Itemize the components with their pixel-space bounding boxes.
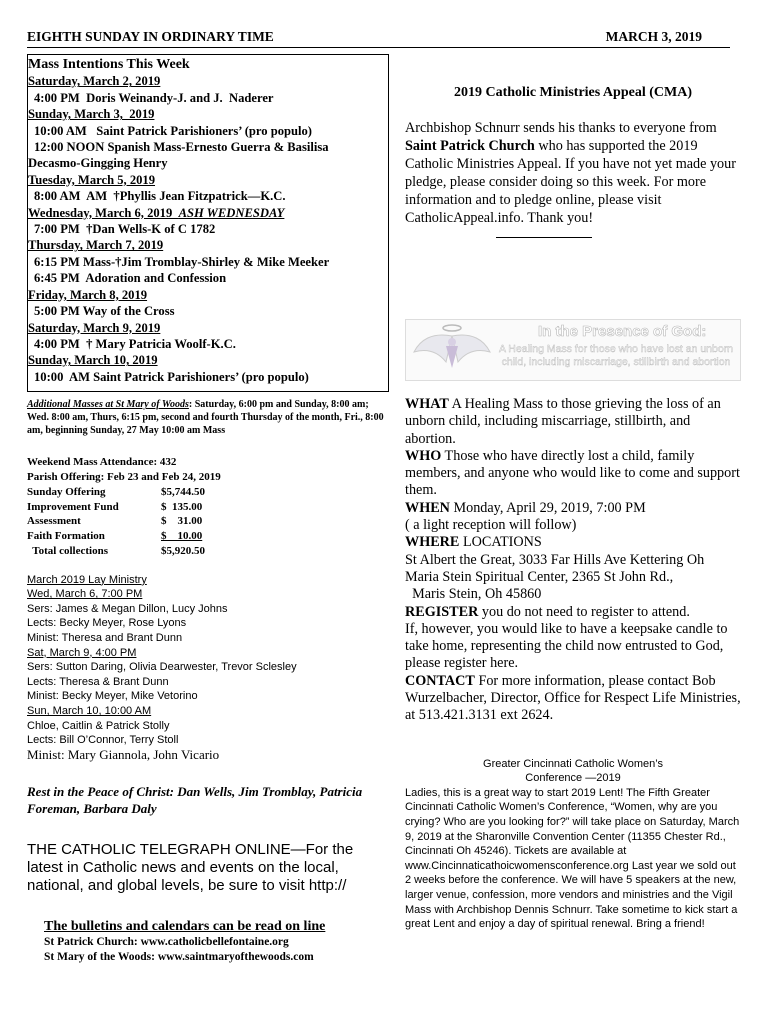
finance-label: Faith Formation (27, 530, 105, 543)
lay-assignment: Minist: Mary Giannola, John Vicario (27, 746, 220, 762)
lay-date: Sat, March 9, 4:00 PM (27, 646, 137, 659)
conference-body: Ladies, this is a great way to start 2019 Lent! The Fifth Greater Cincinnati Catholic Women’s Conference, “Women, why are you crying? Who are you looking for?” will take place on Saturday, March 9, 2019 at the Sharonville Convention Center (11355 Chester Rd., Cincinnati Oh 45246). Tickets are available at www.Cincinnaticathoicwomensconference.org Last year we sold out 2 weeks before the conference. We will have 5 speakers at the new, larger venue, confession, more vendors and ministries and the Vigil Mass with Archbishop Dennis Schnurr. Take sometime to kick start a great Lent and enjoy a day of spiritual renewal. Bring a friend! (405, 786, 740, 931)
what-text: A Healing Mass to those grieving the loss of an unborn child, including miscarriage, stillbirth, and abortion. (405, 396, 721, 447)
finance-label: Assessment (27, 515, 81, 528)
where-text: LOCATIONS (459, 534, 542, 551)
finance-report (27, 455, 389, 559)
mass-intention: 12:00 NOON Spanish Mass-Ernesto Guerra & Basilisa (34, 140, 329, 155)
mass-intention: 4:00 PM † Mary Patricia Woolf-K.C. (34, 336, 236, 351)
banner-subtitle: A Healing Mass for those who have lost an unborn child, including miscarriage, stillbirth and abortion (498, 343, 734, 368)
lay-assignment: Lects: Bill O’Connor, Terry Stoll (27, 734, 179, 747)
conference-title-1: Greater Cincinnati Catholic Women’s (483, 757, 663, 770)
banner-title: In the Presence of God: (538, 323, 707, 340)
right-column (405, 85, 741, 932)
finance-amount: $5,744.50 (161, 485, 205, 498)
mass-date: Sunday, March 10, 2019 (28, 353, 158, 368)
telegraph-notice: THE CATHOLIC TELEGRAPH ONLINE—For the latest in Catholic news and events on the local, national, and global levels, be sure to visit http:// (27, 841, 354, 895)
finance-amount: $5,920.50 (161, 544, 205, 557)
liturgical-title: EIGHTH SUNDAY IN ORDINARY TIME (27, 29, 274, 44)
cma-church: Saint Patrick Church (405, 138, 535, 154)
bulletin-date: MARCH 3, 2019 (605, 29, 702, 44)
lay-date: March 2019 Lay Ministry (27, 573, 147, 586)
finance-label: Sunday Offering (27, 485, 106, 498)
mass-date: Saturday, March 2, 2019 (28, 74, 161, 89)
cma-text (405, 119, 741, 227)
mass-date: Thursday, March 7, 2019 (28, 238, 164, 253)
mass-intention: 7:00 PM †Dan Wells-K of C 1782 (34, 222, 216, 237)
candle-note: If, however, you would like to have a keepsake candle to take home, representing the child now entrusted to God, please register here. (405, 620, 728, 672)
parish-offering: Parish Offering: Feb 23 and Feb 24, 2019 (27, 470, 221, 483)
finance-label: Total collections (27, 544, 108, 557)
mass-date: Tuesday, March 5, 2019 (28, 172, 156, 187)
contact-text: For more information, please contact Bob Wurzelbacher, Director, Office for Respect Life Ministries, at 513.421.3131 ext 2624. (405, 672, 741, 724)
lay-assignment: Lects: Becky Meyer, Rose Lyons (27, 617, 187, 630)
cma-title: 2019 Catholic Ministries Appeal (CMA) (454, 85, 692, 100)
attendance: Weekend Mass Attendance: 432 (27, 456, 177, 469)
mass-intention: 10:00 AM Saint Patrick Parishioners’ (pro populo) (34, 123, 312, 138)
mass-date: Saturday, March 9, 2019 (28, 320, 161, 335)
mass-intention: Decasmo-Gingging Henry (28, 156, 168, 171)
bulletins-online (27, 919, 389, 965)
contact-label: CONTACT (405, 672, 475, 689)
st-patrick-link[interactable]: St Patrick Church: www.catholicbellefontaine.org (44, 936, 289, 949)
divider (496, 237, 592, 238)
healing-mass-details (405, 396, 741, 725)
mass-intentions-list (28, 73, 388, 385)
additional-masses-label: Additional Masses at St Mary of Woods (27, 399, 189, 411)
bulletins-heading: The bulletins and calendars can be read on line (44, 919, 326, 935)
bulletin-header (27, 29, 730, 48)
ash-wednesday-label: ASH WEDNESDAY (178, 205, 285, 220)
when-text: Monday, April 29, 2019, 7:00 PM (449, 499, 646, 516)
angel-icon (412, 322, 492, 378)
conference-title-2: Conference —2019 (525, 772, 621, 785)
finance-label: Improvement Fund (27, 500, 119, 513)
finance-row (27, 485, 389, 500)
cma-text-1: Archbishop Schnurr sends his thanks to everyone from (405, 120, 717, 136)
finance-table (27, 485, 389, 559)
mass-intention: 5:00 PM Way of the Cross (34, 304, 175, 319)
healing-mass-banner (405, 319, 741, 381)
lay-assignment: Lects: Theresa & Brant Dunn (27, 675, 169, 688)
cma-text-2: who has supported the 2019 Catholic Ministries Appeal. If you have not yet made your pledge, please consider doing so this week. For more information and to pledge online, please visit CatholicAppeal.info. Thank you! (405, 138, 736, 226)
location-2-city: Maris Stein, Oh 45860 (405, 586, 542, 603)
reception-note: ( a light reception will follow) (405, 517, 577, 534)
lay-assignment: Minist: Theresa and Brant Dunn (27, 632, 183, 645)
mass-intention: 6:15 PM Mass-†Jim Tromblay-Shirley & Mike Meeker (34, 254, 330, 269)
finance-row (27, 514, 389, 529)
mass-date: Sunday, March 3, 2019 (28, 107, 155, 122)
register-label: REGISTER (405, 603, 479, 620)
who-label: WHO (405, 447, 442, 464)
mass-intentions-title: Mass Intentions This Week (28, 57, 190, 72)
location-2: Maria Stein Spiritual Center, 2365 St John Rd., (405, 568, 674, 585)
where-label: WHERE (405, 534, 460, 551)
left-column (27, 54, 389, 965)
finance-row (27, 500, 389, 515)
finance-amount: $ 10.00 (161, 530, 203, 543)
lay-assignment: Sers: Sutton Daring, Olivia Dearwester, Trevor Sclesley (27, 661, 297, 674)
lay-assignment: Sers: James & Megan Dillon, Lucy Johns (27, 602, 228, 615)
lay-assignment: Minist: Becky Meyer, Mike Vetorino (27, 690, 198, 703)
finance-row (27, 529, 389, 544)
additional-masses (27, 398, 389, 437)
finance-amount: $ 31.00 (161, 515, 203, 528)
register-text: you do not need to register to attend. (478, 603, 690, 620)
mass-intention: 8:00 AM AM †Phyllis Jean Fitzpatrick—K.C. (34, 189, 286, 204)
when-label: WHEN (405, 499, 450, 516)
mass-intention: 6:45 PM Adoration and Confession (34, 271, 227, 286)
lay-ministry (27, 573, 389, 763)
lay-assignment: Chloe, Caitlin & Patrick Stolly (27, 719, 170, 732)
lay-date: Sun, March 10, 10:00 AM (27, 705, 152, 718)
mass-intentions-box (27, 54, 389, 392)
womens-conference (405, 757, 741, 932)
mass-intention: 4:00 PM Doris Weinandy-J. and J. Naderer (34, 90, 274, 105)
who-text: Those who have directly lost a child, family members, and anyone who would like to come and support them. (405, 447, 740, 499)
rest-in-peace: Rest in the Peace of Christ: Dan Wells, Jim Tromblay, Patricia Foreman, Barbara Daly (27, 784, 363, 816)
lay-date: Wed, March 6, 7:00 PM (27, 588, 143, 601)
st-mary-link[interactable]: St Mary of the Woods: www.saintmaryofthewoods.com (44, 951, 314, 964)
what-label: WHAT (405, 396, 449, 412)
mass-date: Wednesday, March 6, 2019 ASH WEDNESDAY (28, 205, 285, 220)
location-1: St Albert the Great, 3033 Far Hills Ave Kettering Oh (405, 551, 705, 568)
mass-date: Friday, March 8, 2019 (28, 287, 148, 302)
finance-row (27, 544, 389, 559)
mass-intention: 10:00 AM Saint Patrick Parishioners’ (pro populo) (34, 369, 309, 384)
additional-masses-text: : Saturday, 6:00 pm and Sunday, 8:00 am; Wed. 8:00 am, Thurs, 6:15 pm, second and fourth Thursday of the month, Fri., 8:00 am, beginning Sunday, 27 May 10:00 am Mass (27, 399, 384, 437)
finance-amount: $ 135.00 (161, 500, 203, 513)
